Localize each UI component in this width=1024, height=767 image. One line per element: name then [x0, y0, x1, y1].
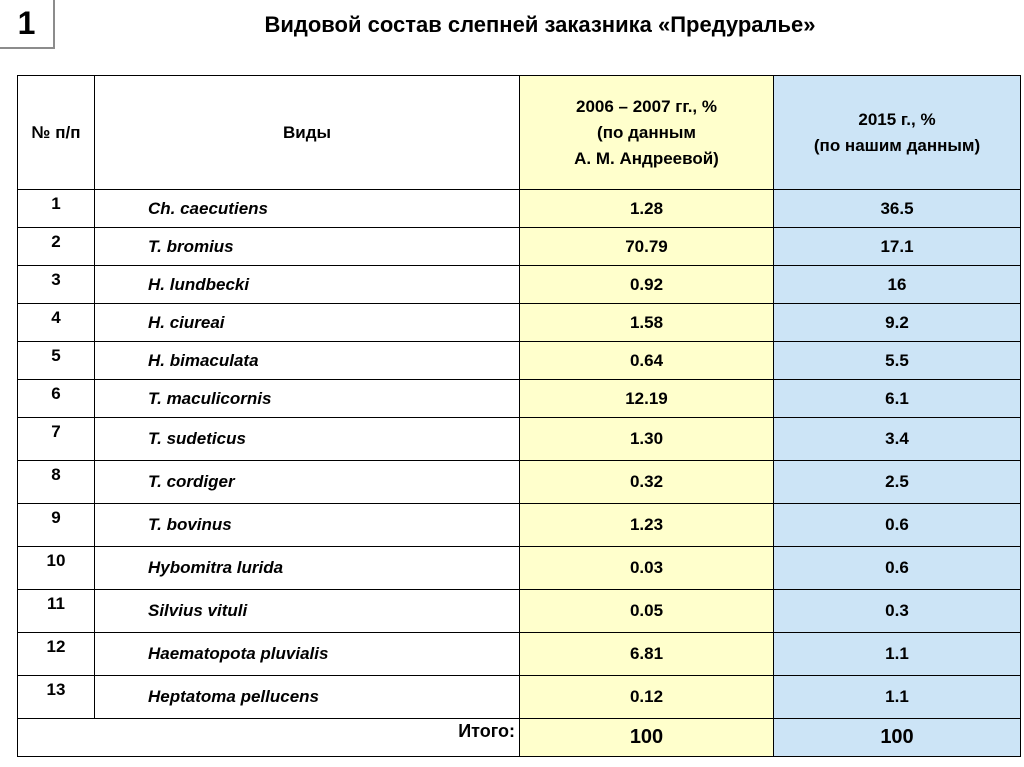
row-number: 11 — [18, 590, 95, 633]
value-2006-2007: 0.92 — [520, 266, 774, 304]
species-name: Heptatoma pellucens — [95, 676, 520, 719]
row-number: 4 — [18, 304, 95, 342]
species-name: T. cordiger — [95, 461, 520, 504]
species-name: T. maculicornis — [95, 380, 520, 418]
value-2006-2007: 1.58 — [520, 304, 774, 342]
species-name: H. ciureai — [95, 304, 520, 342]
table-row — [18, 504, 1021, 547]
header-period-b-line2: (по нашим данным) — [813, 135, 981, 155]
species-name: T. sudeticus — [95, 418, 520, 461]
header-period-a-line1: 2006 – 2007 гг., % — [575, 96, 717, 116]
row-number: 8 — [18, 461, 95, 504]
table-row — [18, 676, 1021, 719]
value-2006-2007: 0.64 — [520, 342, 774, 380]
table-row — [18, 547, 1021, 590]
value-2015: 5.5 — [774, 342, 1021, 380]
table-row — [18, 590, 1021, 633]
value-2015: 0.6 — [774, 547, 1021, 590]
total-value-a: 100 — [520, 719, 774, 757]
row-number: 1 — [18, 190, 95, 228]
header-period-b — [774, 76, 1021, 190]
species-name: T. bromius — [95, 228, 520, 266]
value-2015: 1.1 — [774, 633, 1021, 676]
value-2015: 17.1 — [774, 228, 1021, 266]
table-row — [18, 633, 1021, 676]
row-number: 7 — [18, 418, 95, 461]
species-name: Haematopota pluvialis — [95, 633, 520, 676]
value-2006-2007: 0.03 — [520, 547, 774, 590]
slide-number: 1 — [0, 0, 55, 49]
row-number: 6 — [18, 380, 95, 418]
header-period-a-line2: (по данным — [597, 122, 696, 142]
header-period-b-line1: 2015 г., % — [858, 109, 936, 129]
table-row — [18, 190, 1021, 228]
species-name: T. bovinus — [95, 504, 520, 547]
species-name: Ch. caecutiens — [95, 190, 520, 228]
table-row — [18, 342, 1021, 380]
value-2015: 0.3 — [774, 590, 1021, 633]
row-number: 2 — [18, 228, 95, 266]
value-2006-2007: 1.30 — [520, 418, 774, 461]
row-number: 9 — [18, 504, 95, 547]
value-2006-2007: 0.05 — [520, 590, 774, 633]
value-2006-2007: 1.28 — [520, 190, 774, 228]
value-2015: 16 — [774, 266, 1021, 304]
value-2006-2007: 70.79 — [520, 228, 774, 266]
row-number: 3 — [18, 266, 95, 304]
value-2015: 1.1 — [774, 676, 1021, 719]
table-row — [18, 228, 1021, 266]
total-label: Итого: — [18, 719, 520, 757]
row-number: 5 — [18, 342, 95, 380]
value-2006-2007: 0.32 — [520, 461, 774, 504]
header-num: № п/п — [18, 76, 95, 190]
row-number: 13 — [18, 676, 95, 719]
value-2015: 2.5 — [774, 461, 1021, 504]
value-2015: 9.2 — [774, 304, 1021, 342]
table-header-row — [18, 76, 1021, 190]
value-2006-2007: 6.81 — [520, 633, 774, 676]
value-2015: 3.4 — [774, 418, 1021, 461]
value-2015: 36.5 — [774, 190, 1021, 228]
value-2015: 0.6 — [774, 504, 1021, 547]
species-name: H. bimaculata — [95, 342, 520, 380]
table-row — [18, 304, 1021, 342]
page-title: Видовой состав слепней заказника «Предуралье» — [264, 12, 816, 37]
header-period-a — [520, 76, 774, 190]
species-name: Silvius vituli — [95, 590, 520, 633]
value-2006-2007: 12.19 — [520, 380, 774, 418]
header-period-a-line3: А. М. Андреевой) — [574, 148, 719, 168]
table-row — [18, 418, 1021, 461]
row-number: 10 — [18, 547, 95, 590]
table-row — [18, 461, 1021, 504]
table-row — [18, 266, 1021, 304]
row-number: 12 — [18, 633, 95, 676]
total-value-b: 100 — [774, 719, 1021, 757]
value-2015: 6.1 — [774, 380, 1021, 418]
table-row — [18, 380, 1021, 418]
value-2006-2007: 0.12 — [520, 676, 774, 719]
header-species: Виды — [95, 76, 520, 190]
species-table — [17, 75, 1021, 757]
value-2006-2007: 1.23 — [520, 504, 774, 547]
species-name: Hybomitra lurida — [95, 547, 520, 590]
total-row — [18, 719, 1021, 757]
species-name: H. lundbecki — [95, 266, 520, 304]
